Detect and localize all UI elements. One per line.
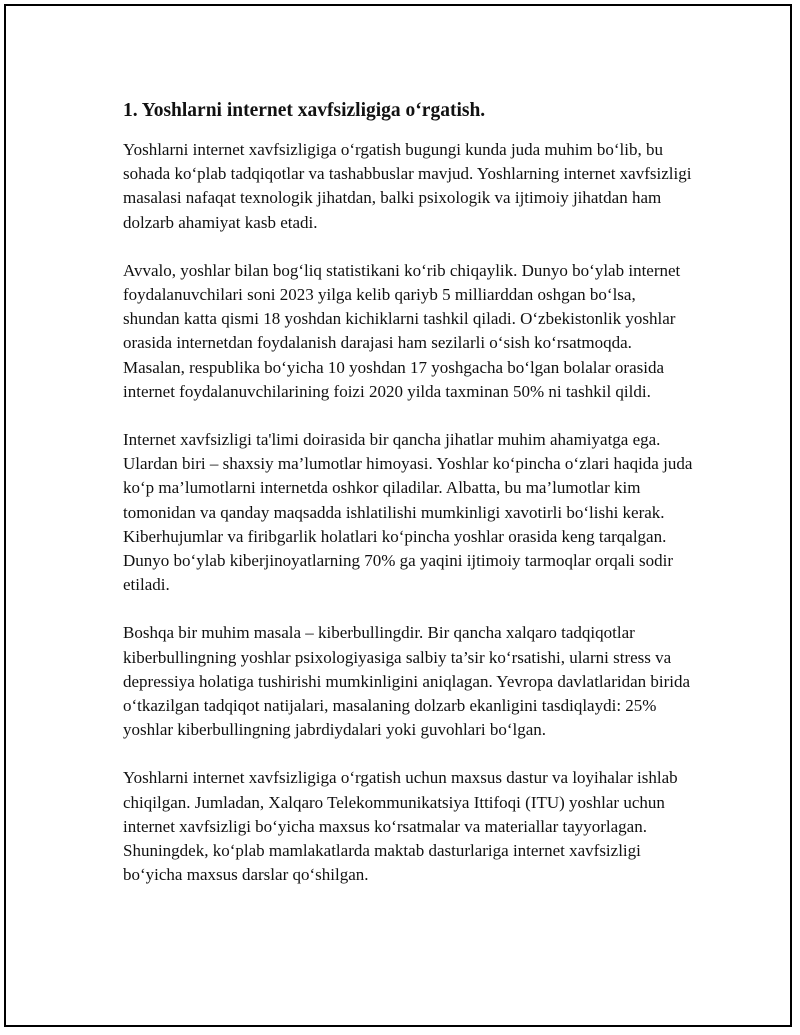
paragraph-cyberbullying: Boshqa bir muhim masala – kiberbullingdir. Bir qancha xalqaro tadqiqotlar kiberbullingning yoshlar psixologiyasiga salbiy ta’sir ko‘rsatishi, ularni stress va depressiya holatiga tushirishi mumkinligini aniqlagan. Yevropa davlatlaridan birida o‘tkazilgan tadqiqot natijalari, masalaning dolzarb ekanligini tasdiqlaydi: 25% yoshlar kiberbullingning jabrdiydalari yoki guvohlari bo‘lgan. bbox=[123, 623, 691, 740]
document-body bbox=[123, 98, 693, 911]
paragraph-data-protection: Internet xavfsizligi ta'limi doirasida bir qancha jihatlar muhim ahamiyatga ega. Ulardan biri – shaxsiy ma’lumotlar himoyasi. Yoshlar ko‘pincha o‘zlari haqida juda ko‘p ma’lumotlarni internetda oshkor qiladilar. Albatta, bu ma’lumotlar kim tomonidan va qanday maqsadda ishlatilishi mumkinligi xavotirli bo‘lishi kerak. Kiberhujumlar va firibgarlik holatlari ko‘pincha yoshlar orasida keng tarqalgan. Dunyo bo‘ylab kiberjinoyatlarning 70% ga yaqini ijtimoiy tarmoqlar orqali sodir etiladi. bbox=[123, 430, 693, 595]
paragraph-programs: Yoshlarni internet xavfsizligiga o‘rgatish uchun maxsus dastur va loyihalar ishlab chiqilgan. Jumladan, Xalqaro Telekommunikatsiya Ittifoqi (ITU) yoshlar uchun internet xavfsizligi bo‘yicha maxsus ko‘rsatmalar va materiallar tayyorlagan. Shuningdek, ko‘plab mamlakatlarda maktab dasturlariga internet xavfsizligi bo‘yicha maxsus darslar qo‘shilgan. bbox=[123, 768, 678, 885]
paragraph-statistics: Avvalo, yoshlar bilan bog‘liq statistikani ko‘rib chiqaylik. Dunyo bo‘ylab internet foydalanuvchilari soni 2023 yilga kelib qariyb 5 milliarddan oshgan bo‘lsa, shundan katta qismi 18 yoshdan kichiklarni tashkil qiladi. O‘zbekistonlik yoshlar orasida internetdan foydalanish darajasi ham sezilarli o‘sish ko‘rsatmoqda. Masalan, respublika bo‘yicha 10 yoshdan 17 yoshgacha bo‘lgan bolalar orasida internet foydalanuvchilarining foizi 2020 yilda taxminan 50% ni tashkil qildi. bbox=[123, 260, 681, 401]
section-heading: 1. Yoshlarni internet xavfsizligiga o‘rgatish. bbox=[123, 100, 486, 121]
page-frame bbox=[4, 4, 792, 1027]
paragraph-intro: Yoshlarni internet xavfsizligiga o‘rgatish bugungi kunda juda muhim bo‘lib, bu sohada ko‘plab tadqiqotlar va tashabbuslar mavjud. Yoshlarning internet xavfsizligi masalasi nafaqat texnologik jihatdan, balki psixologik va ijtimoiy jihatdan ham dolzarb ahamiyat kasb etadi. bbox=[123, 140, 692, 232]
